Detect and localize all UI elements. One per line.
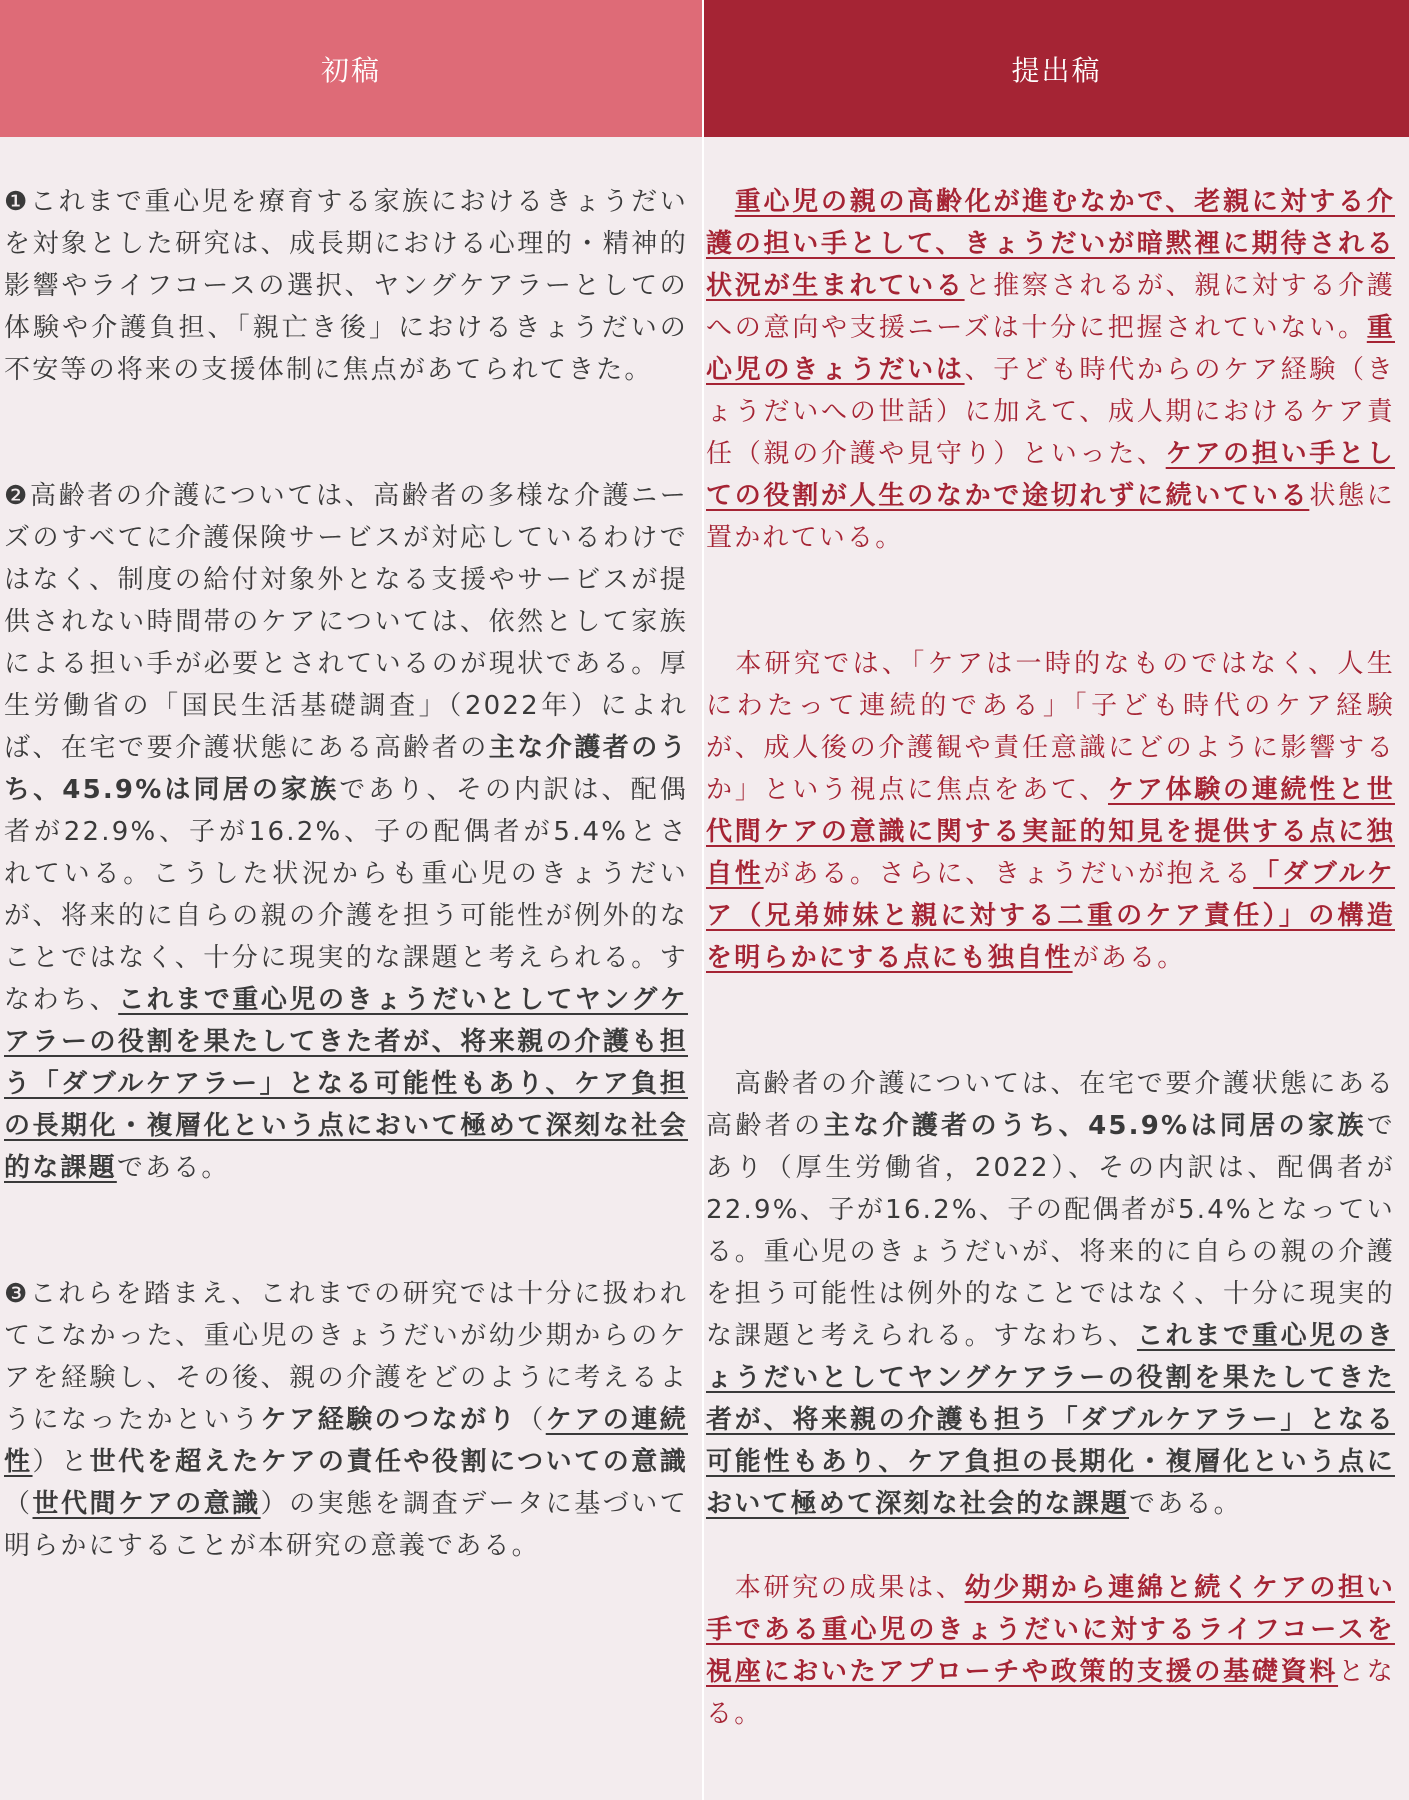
emphasized-text: 「ダブルケア（兄弟姉妹と親に対する二重のケア責任）」の構造を明らかにする点にも独自性 bbox=[706, 859, 1396, 973]
text-run: ❷高齢者の介護については、高齢者の多様な介護ニーズのすべてに介護保険サービスが対応しているわけではなく、制度の給付対象外となる支援やサービスが提供されない時間帯のケアについては、依然として家族による担い手が必要とされているのが現状である。厚生労働省の「国民生活基礎調査」（2022年）によれば、在宅で要介護状態にある高齢者の bbox=[4, 481, 688, 763]
emphasized-text: 重心児のきょうだいは bbox=[706, 313, 1395, 385]
text-run: ）と bbox=[32, 1447, 90, 1477]
text-run: ❸これらを踏まえ、これまでの研究では十分に扱われてこなかった、重心児のきょうだいが幼少期からのケアを経験し、その後、親の介護をどのように考えるようになったかという bbox=[4, 1279, 688, 1435]
draft-paragraph-2 bbox=[4, 475, 688, 1189]
submitted-paragraph-3 bbox=[706, 1063, 1395, 1525]
submitted-paragraph-2 bbox=[706, 643, 1395, 979]
emphasized-text: 世代を超えたケアの責任や役割についての意識 bbox=[89, 1447, 689, 1477]
text-run: であり、その内訳は、配偶者が22.9%、子が16.2%、子の配偶者が5.4%とされている。こうした状況からも重心児のきょうだいが、将来的に自らの親の介護を担う可能性が例外的なことではなく、十分に現実的な課題と考えられる。すなわち、 bbox=[4, 775, 688, 1015]
emphasized-text: ケア体験の連続性と世代間ケアの意識に関する実証的知見を提供する点に独自性 bbox=[706, 775, 1395, 889]
text-run: ❶これまで重心児を療育する家族におけるきょうだいを対象とした研究は、成長期における心理的・精神的影響やライフコースの選択、ヤングケアラーとしての体験や介護負担、「親亡き後」におけるきょうだいの不安等の将来の支援体制に焦点があてられてきた。 bbox=[4, 187, 688, 385]
emphasized-text: ケアの担い手としての役割が人生のなかで途切れずに続いている bbox=[706, 439, 1395, 511]
emphasized-text: 主な介護者のうち、45.9%は同居の家族 bbox=[823, 1111, 1367, 1141]
text-run: がある。さらに、きょうだいが抱える bbox=[763, 859, 1254, 889]
emphasized-text: ケア経験のつながり bbox=[260, 1405, 518, 1435]
submitted-paragraph-4 bbox=[706, 1567, 1395, 1735]
text-run: 本研究の成果は、 bbox=[706, 1573, 965, 1603]
emphasized-text: 幼少期から連綿と続くケアの担い手である重心児のきょうだいに対するライフコースを視座においたアプローチや政策的支援の基礎資料 bbox=[706, 1573, 1395, 1687]
text-run: である。 bbox=[116, 1153, 230, 1183]
submitted-column bbox=[704, 0, 1409, 1800]
emphasized-text: 主な介護者のうち、45.9%は同居の家族 bbox=[4, 733, 688, 805]
emphasized-text: 世代間ケアの意識 bbox=[32, 1489, 261, 1519]
draft-paragraph-3 bbox=[4, 1273, 688, 1567]
emphasized-text: これまで重心児のきょうだいとしてヤングケアラーの役割を果たしてきた者が、将来親の介護も担う「ダブルケアラー」となる可能性もあり、ケア負担の長期化・複層化という点において極めて深刻な社会的な課題 bbox=[4, 985, 688, 1183]
draft-paragraph-1 bbox=[4, 181, 688, 391]
text-run: ）の実態を調査データに基づいて明らかにすることが本研究の意義である。 bbox=[4, 1489, 688, 1561]
text-run: となる。 bbox=[706, 1657, 1395, 1729]
submitted-paragraph-1 bbox=[706, 181, 1395, 559]
draft-column-body bbox=[0, 137, 702, 1567]
text-run: であり（厚生労働省，2022）、その内訳は、配偶者が22.9%、子が16.2%、子の配偶者が5.4%となっている。重心児のきょうだいが、将来的に自らの親の介護を担う可能性は例外的なことではなく、十分に現実的な課題と考えられる。すなわち、 bbox=[706, 1111, 1395, 1351]
text-run bbox=[706, 187, 735, 217]
submitted-column-header: 提出稿 bbox=[704, 0, 1409, 137]
text-run: がある。 bbox=[1072, 943, 1186, 973]
text-run: 状態に置かれている。 bbox=[706, 481, 1395, 553]
text-run: 高齢者の介護については、在宅で要介護状態にある高齢者の bbox=[706, 1069, 1395, 1141]
text-run: と推察されるが、親に対する介護への意向や支援ニーズは十分に把握されていない。 bbox=[706, 271, 1395, 343]
text-run: 本研究では、「ケアは一時的なものではなく、人生にわたって連続的である」「子ども時代のケア経験が、成人後の介護観や責任意識にどのように影響するか」という視点に焦点をあて、 bbox=[706, 649, 1395, 805]
draft-column bbox=[0, 0, 704, 1800]
text-run: である。 bbox=[1129, 1489, 1242, 1519]
emphasized-text: ケアの連続性 bbox=[4, 1405, 688, 1477]
text-run: 、子ども時代からのケア経験（きょうだいへの世話）に加えて、成人期におけるケア責任（親の介護や見守り）といった、 bbox=[706, 355, 1395, 469]
text-run: （ bbox=[4, 1489, 33, 1519]
text-run: （ bbox=[517, 1405, 546, 1435]
draft-column-header: 初稿 bbox=[0, 0, 702, 137]
emphasized-text: これまで重心児のきょうだいとしてヤングケアラーの役割を果たしてきた者が、将来親の介護も担う「ダブルケアラー」となる可能性もあり、ケア負担の長期化・複層化という点において極めて深刻な社会的な課題 bbox=[706, 1321, 1395, 1519]
emphasized-text: 重心児の親の高齢化が進むなかで、老親に対する介護の担い手として、きょうだいが暗黙裡に期待される状況が生まれている bbox=[706, 187, 1395, 301]
submitted-column-body bbox=[704, 137, 1409, 1735]
